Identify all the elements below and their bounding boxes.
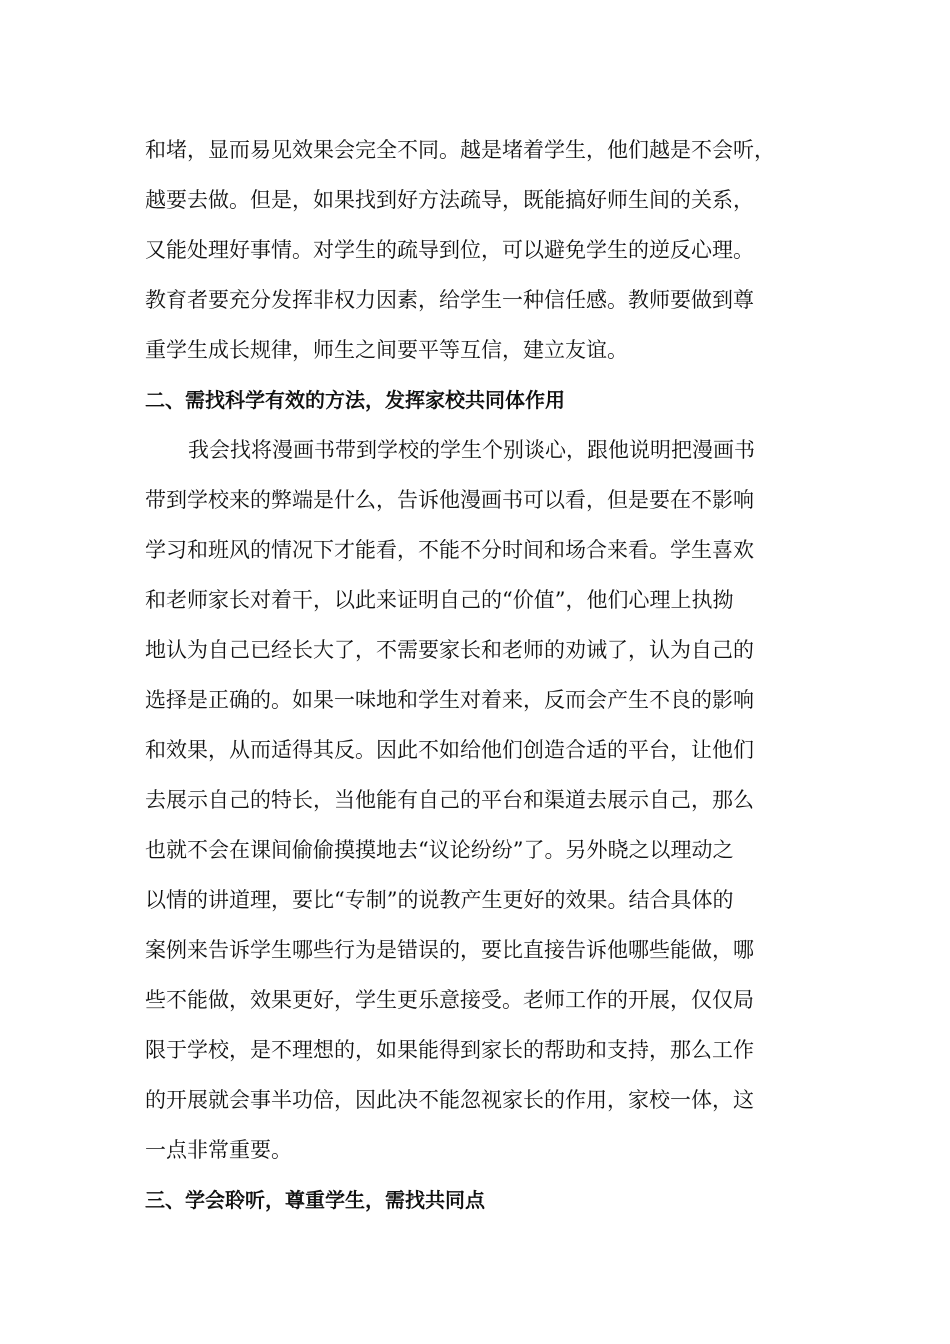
body-line: 重学生成长规律，师生之间要平等互信，建立友谊。 [145, 338, 628, 362]
body-line: 学习和班风的情况下才能看，不能不分时间和场合来看。学生喜欢 [145, 538, 754, 562]
body-line: 教育者要充分发挥非权力因素，给学生一种信任感。教师要做到尊 [145, 288, 754, 312]
body-line: 和堵，显而易见效果会完全不同。越是堵着学生，他们越是不会听， [145, 138, 775, 162]
body-line: 也就不会在课间偷偷摸摸地去“议论纷纷”了。另外晓之以理动之 [145, 838, 734, 862]
body-line: 和效果，从而适得其反。因此不如给他们创造合适的平台，让他们 [145, 738, 754, 762]
body-line: 越要去做。但是，如果找到好方法疏导，既能搞好师生间的关系， [145, 188, 754, 212]
paragraph-first-line: 我会找将漫画书带到学校的学生个别谈心，跟他说明把漫画书 [188, 438, 755, 462]
body-line: 些不能做，效果更好，学生更乐意接受。老师工作的开展，仅仅局 [145, 988, 754, 1012]
body-line: 又能处理好事情。对学生的疏导到位，可以避免学生的逆反心理。 [145, 238, 754, 262]
body-line: 去展示自己的特长，当他能有自己的平台和渠道去展示自己，那么 [145, 788, 754, 812]
section-heading-two: 二、需找科学有效的方法，发挥家校共同体作用 [145, 388, 565, 412]
section-heading-three: 三、学会聆听，尊重学生，需找共同点 [145, 1188, 485, 1212]
body-line: 带到学校来的弊端是什么，告诉他漫画书可以看，但是要在不影响 [145, 488, 754, 512]
body-line: 限于学校，是不理想的，如果能得到家长的帮助和支持，那么工作 [145, 1038, 754, 1062]
body-line: 的开展就会事半功倍，因此决不能忽视家长的作用，家校一体，这 [145, 1088, 754, 1112]
body-line: 一点非常重要。 [145, 1138, 292, 1162]
body-line: 案例来告诉学生哪些行为是错误的，要比直接告诉他哪些能做，哪 [145, 938, 754, 962]
body-line: 和老师家长对着干，以此来证明自己的“价值”，他们心理上执拗 [145, 588, 734, 612]
body-line: 选择是正确的。如果一味地和学生对着来，反而会产生不良的影响 [145, 688, 754, 712]
body-line: 地认为自己已经长大了，不需要家长和老师的劝诫了，认为自己的 [145, 638, 754, 662]
body-line: 以情的讲道理，要比“专制”的说教产生更好的效果。结合具体的 [145, 888, 734, 912]
